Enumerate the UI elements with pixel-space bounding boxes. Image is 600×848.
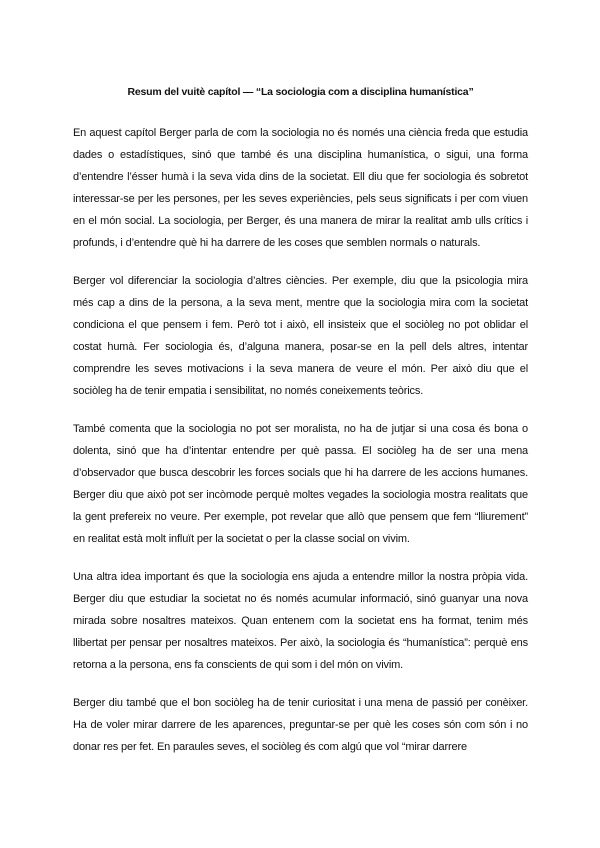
paragraph-5: Berger diu també que el bon sociòleg ha de tenir curiositat i una mena de passió per conèixer. Ha de voler mirar darrere de les aparences, preguntar-se per què les coses són com són i no donar res per fet. En paraules seves, el sociòleg és com algú que vol “mirar darrere (73, 697, 528, 753)
paragraph-1: En aquest capítol Berger parla de com la sociologia no és només una ciència freda que estudia dades o estadístiques, sinó que també és una disciplina humanística, o sigui, una forma d’entendre l’ésser humà i la seva vida dins de la societat. Ell diu que fer sociologia és sobretot interessar-se per les persones, per les seves experiències, pels seus significats i per com viuen en el món social. La sociologia, per Berger, és una manera de mirar la realitat amb ulls crítics i profunds, i d’entendre què hi ha darrere de les coses que semblen normals o naturals. (73, 127, 528, 249)
paragraph-2: Berger vol diferenciar la sociologia d’altres ciències. Per exemple, diu que la psicologia mira més cap a dins de la persona, a la seva ment, mentre que la sociologia mira com la societat condiciona el que pensem i fem. Però tot i això, ell insisteix que el sociòleg no pot oblidar el costat humà. Fer sociologia és, d’alguna manera, posar-se en la pell dels altres, intentar comprendre les seves motivacions i la seva manera de veure el món. Per això diu que el sociòleg ha de tenir empatia i sensibilitat, no només coneixements teòrics. (73, 275, 528, 397)
document-title: Resum del vuitè capítol — “La sociologia com a disciplina humanística” (127, 86, 474, 98)
paragraph-4: Una altra idea important és que la sociologia ens ajuda a entendre millor la nostra pròpia vida. Berger diu que estudiar la societat no és només acumular informació, sinó guanyar una nova mirada sobre nosaltres mateixos. Quan entenem com la societat ens ha format, tenim més llibertat per pensar per nosaltres mateixos. Per això, la sociologia és “humanística”: perquè ens retorna a la persona, ens fa conscients de qui som i del món on vivim. (73, 571, 528, 671)
document-page (73, 86, 528, 774)
paragraph-3: També comenta que la sociologia no pot ser moralista, no ha de jutjar si una cosa és bona o dolenta, sinó que ha d’intentar entendre per què passa. El sociòleg ha de ser una mena d’observador que busca descobrir les forces socials que hi ha darrere de les accions humanes. Berger diu que això pot ser incòmode perquè moltes vegades la sociologia mostra realitats que la gent prefereix no veure. Per exemple, pot revelar que allò que pensem que fem “lliurement” en realitat està molt influït per la societat o per la classe social on vivim. (73, 423, 528, 545)
